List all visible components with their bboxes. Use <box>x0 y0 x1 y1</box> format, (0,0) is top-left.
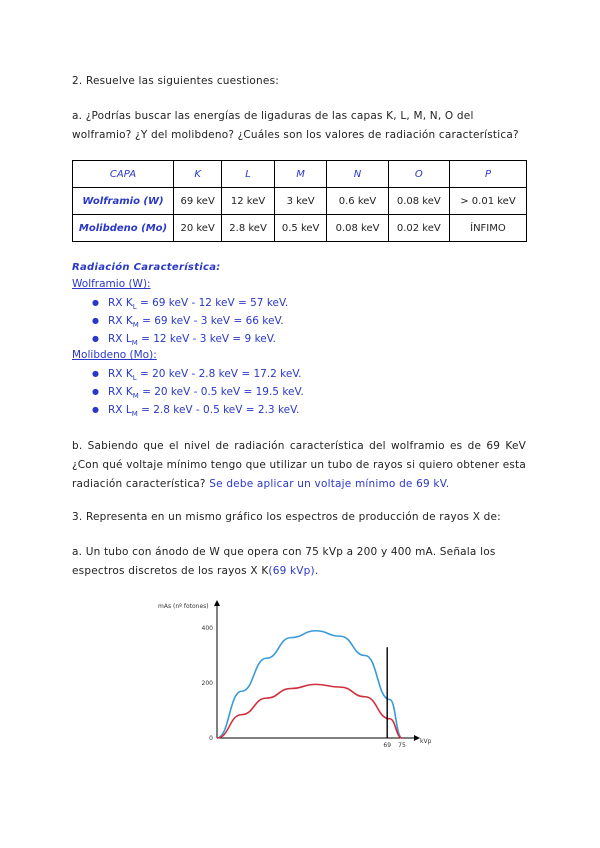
list-item: ● RX $K_M = 20$ keV - 0.5 keV = 19.5 keV. <box>92 383 304 401</box>
table-row <box>73 188 527 215</box>
bullet-icon: ● <box>92 298 99 307</box>
bullet-icon: ● <box>92 334 99 343</box>
list-item: ● RX $L_M = 2.8$ keV - 0.5 keV = 2.3 keV. <box>92 401 304 419</box>
q3-heading: 3. Representa en un mismo gráfico los espectros de producción de rayos X de: <box>72 511 501 523</box>
list-item: ● RX $K_M = 69$ keV - 3 keV = 66 keV. <box>92 312 288 330</box>
table-cell: 0.6 keV <box>327 188 388 215</box>
table-cell: ÍNFIMO <box>449 215 526 242</box>
table-row-label: Molibdeno (Mo) <box>73 215 174 242</box>
series-line-1 <box>217 684 402 738</box>
q2-part-a: a. ¿Podrías buscar las energías de ligaduras de las capas K, L, M, N, O del wolframio? ¿Y del molibdeno? ¿Cuáles son los valores de radiación característica? <box>72 110 519 141</box>
table-header-cell: K <box>174 161 222 188</box>
q2-part-b-answer: Se debe aplicar un voltaje mínimo de 69 kV. <box>209 478 450 490</box>
radiation-title: Radiación Característica: <box>72 262 221 273</box>
bullet-icon: ● <box>92 387 99 396</box>
table-cell: > 0.01 keV <box>449 188 526 215</box>
xray-spectrum-chart <box>150 598 450 758</box>
y-tick-label: 400 <box>201 625 213 632</box>
molibdeno-label: Molibdeno (Mo): <box>72 349 157 361</box>
table-cell: 0.08 keV <box>388 188 449 215</box>
table-cell: 12 keV <box>222 188 275 215</box>
y-axis-arrow-icon <box>214 600 220 606</box>
table-row-label: Wolframio (W) <box>73 188 174 215</box>
list-item: ● RX $L_M = 12$ keV - 3 keV = 9 keV. <box>92 330 288 348</box>
table-header-cell: L <box>222 161 275 188</box>
q3-part-a-answer: (69 kVp). <box>268 565 319 577</box>
table-header-cell: P <box>449 161 526 188</box>
molibdeno-list <box>92 365 304 419</box>
list-item: ● RX $K_L = 20$ keV - 2.8 keV = 17.2 keV. <box>92 365 304 383</box>
bullet-icon: ● <box>92 405 99 414</box>
table-header-cell: N <box>327 161 388 188</box>
wolframio-label: Wolframio (W): <box>72 278 151 290</box>
table-header-row <box>73 161 527 188</box>
q2-heading: 2. Resuelve las siguientes cuestiones: <box>72 75 279 87</box>
table-cell: 2.8 keV <box>222 215 275 242</box>
bullet-icon: ● <box>92 316 99 325</box>
x-tick-label: 69 <box>383 742 392 749</box>
y-tick-label: 0 <box>209 735 213 742</box>
table-cell: 3 keV <box>274 188 327 215</box>
series-layer <box>217 631 402 738</box>
table-cell: 0.08 keV <box>327 215 388 242</box>
wolframio-list <box>92 294 288 348</box>
table-header-cell: M <box>274 161 327 188</box>
table-cell: 0.5 keV <box>274 215 327 242</box>
y-axis-label: mAs (nº fotones) <box>158 603 209 610</box>
q2-part-b: b. Sabiendo que el nivel de radiación característica del wolframio es de 69 KeV ¿Con qué voltaje mínimo tengo que utilizar un tubo de rayos si quiero obtener esta radiación característica? Se debe aplicar un voltaje mínimo de 69 kV. <box>72 440 526 490</box>
table-header-cell: CAPA <box>73 161 174 188</box>
table-cell: 20 keV <box>174 215 222 242</box>
list-item: ● RX $K_L = 69$ keV - 12 keV = 57 keV. <box>92 294 288 312</box>
q3-part-a: a. Un tubo con ánodo de W que opera con 75 kVp a 200 y 400 mA. Señala los espectros discretos de los rayos X K(69 kVp). <box>72 546 496 577</box>
table-cell: 69 keV <box>174 188 222 215</box>
table-header-cell: O <box>388 161 449 188</box>
y-tick-label: 200 <box>201 680 213 687</box>
binding-energy-table <box>72 160 527 242</box>
bullet-icon: ● <box>92 369 99 378</box>
x-tick-label: 75 <box>398 742 406 749</box>
table-cell: 0.02 keV <box>388 215 449 242</box>
table-row <box>73 215 527 242</box>
x-axis-label: kVp <box>420 738 432 745</box>
